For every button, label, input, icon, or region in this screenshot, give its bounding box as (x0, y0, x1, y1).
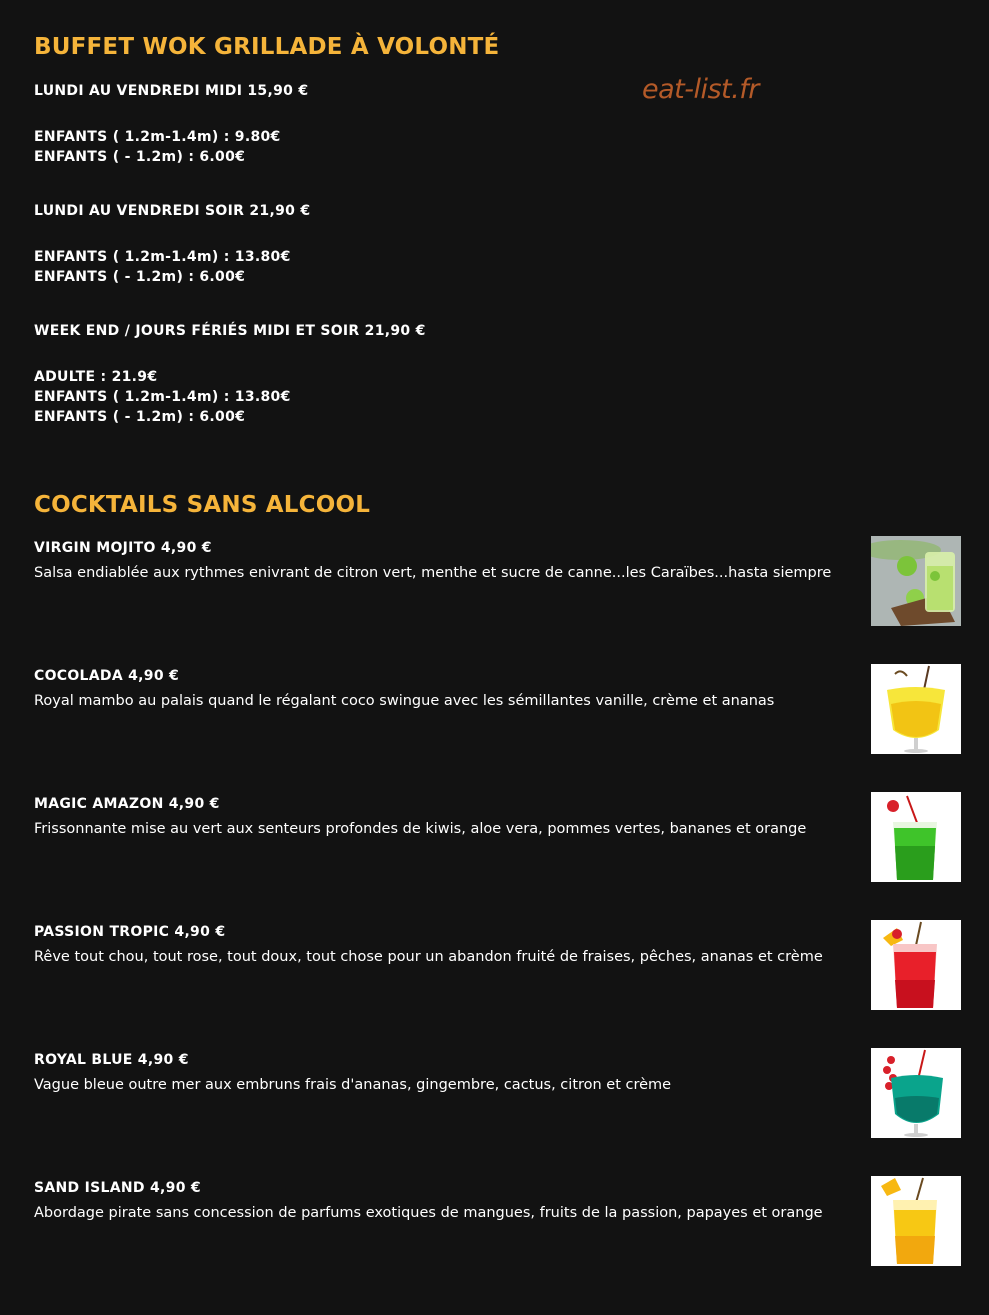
cocktail-item-magic-amazon (34, 792, 961, 884)
buffet-line-weekday-lunch: LUNDI AU VENDREDI MIDI 15,90 € (34, 83, 309, 99)
buffet-line: ENFANTS ( 1.2m-1.4m) : 9.80€ (34, 129, 281, 145)
cocktail-item-royal-blue (34, 1048, 961, 1140)
cocktail-name: ROYAL BLUE 4,90 € (34, 1052, 189, 1068)
cocktail-name: COCOLADA 4,90 € (34, 668, 180, 684)
mojito-glass-icon (871, 536, 961, 626)
cocktail-name: PASSION TROPIC 4,90 € (34, 924, 226, 940)
buffet-line: ENFANTS ( - 1.2m) : 6.00€ (34, 149, 246, 165)
cocktail-description: Royal mambo au palais quand le régalant coco swingue avec les sémillantes vanille, crème et ananas (34, 693, 775, 709)
sand-glass-icon (871, 1176, 961, 1266)
cocktail-name: VIRGIN MOJITO 4,90 € (34, 540, 212, 556)
buffet-line: ADULTE : 21.9€ (34, 369, 158, 385)
cocktail-description: Frissonnante mise au vert aux senteurs profondes de kiwis, aloe vera, pommes vertes, bananes et orange (34, 821, 807, 837)
cocktail-description: Salsa endiablée aux rythmes enivrant de citron vert, menthe et sucre de canne...les Caraïbes...hasta siempre (34, 565, 832, 581)
buffet-line-weekend: WEEK END / JOURS FÉRIÉS MIDI ET SOIR 21,90 € (34, 323, 426, 339)
watermark: eat-list.fr (642, 74, 759, 105)
buffet-line: ENFANTS ( - 1.2m) : 6.00€ (34, 269, 246, 285)
cocktail-description: Abordage pirate sans concession de parfums exotiques de mangues, fruits de la passion, papayes et orange (34, 1205, 823, 1221)
cocolada-glass-icon (871, 664, 961, 754)
cocktail-name: SAND ISLAND 4,90 € (34, 1180, 201, 1196)
buffet-line: ENFANTS ( 1.2m-1.4m) : 13.80€ (34, 249, 291, 265)
buffet-line: ENFANTS ( - 1.2m) : 6.00€ (34, 409, 246, 425)
buffet-line: ENFANTS ( 1.2m-1.4m) : 13.80€ (34, 389, 291, 405)
cocktail-item-passion-tropic (34, 920, 961, 1012)
buffet-line-weekday-dinner: LUNDI AU VENDREDI SOIR 21,90 € (34, 203, 311, 219)
cocktail-description: Rêve tout chou, tout rose, tout doux, tout chose pour un abandon fruité de fraises, pêches, ananas et crème (34, 949, 823, 965)
cocktail-item-virgin-mojito (34, 536, 961, 628)
amazon-glass-icon (871, 792, 961, 882)
cocktail-item-sand-island (34, 1176, 961, 1268)
blue-glass-icon (871, 1048, 961, 1138)
tropic-glass-icon (871, 920, 961, 1010)
cocktails-title: COCKTAILS SANS ALCOOL (34, 492, 371, 518)
cocktail-description: Vague bleue outre mer aux embruns frais d'ananas, gingembre, cactus, citron et crème (34, 1077, 672, 1093)
buffet-title: BUFFET WOK GRILLADE À VOLONTÉ (34, 34, 500, 60)
cocktail-item-cocolada (34, 664, 961, 756)
cocktail-name: MAGIC AMAZON 4,90 € (34, 796, 220, 812)
